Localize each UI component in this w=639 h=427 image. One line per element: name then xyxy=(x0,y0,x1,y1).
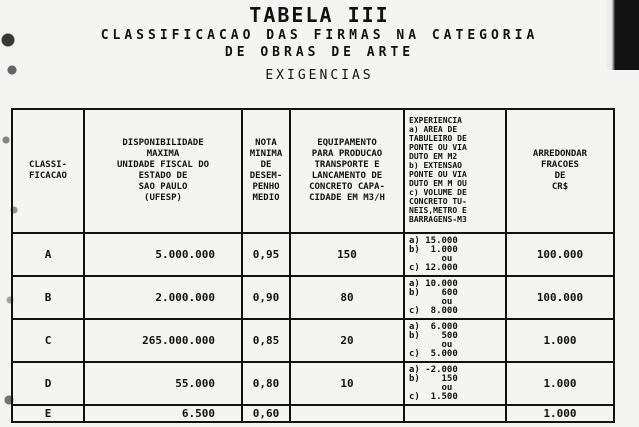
classification-table xyxy=(11,108,615,423)
header-availability: DISPONIBILIDADE MAXIMA UNIDADE FISCAL DO ESTADO DE SAO PAULO (UFESP) xyxy=(84,109,242,233)
table-row xyxy=(12,362,614,405)
cell-rounding: 1.000 xyxy=(506,362,614,405)
table-row xyxy=(12,319,614,362)
subtitle-line-2: DE OBRAS DE ARTE xyxy=(224,45,415,60)
header-equipment: EQUIPAMENTO PARA PRODUCAO TRANSPORTE E LANCAMENTO DE CONCRETO CAPA- CIDADE EM M3/H xyxy=(290,109,404,233)
cell-score: 0,95 xyxy=(242,233,290,276)
cell-score: 0,85 xyxy=(242,319,290,362)
cell-availability: 6.500 xyxy=(84,405,242,422)
cell-availability: 5.000.000 xyxy=(84,233,242,276)
table-row xyxy=(12,276,614,319)
cell-equipment: 10 xyxy=(290,362,404,405)
cell-experience xyxy=(404,405,506,422)
cell-equipment xyxy=(290,405,404,422)
cell-experience: a) 15.000 b) 1.000 ou c) 12.000 xyxy=(404,233,506,276)
table-row xyxy=(12,405,614,422)
cell-equipment: 150 xyxy=(290,233,404,276)
cell-rounding: 1.000 xyxy=(506,405,614,422)
header-min-score: NOTA MINIMA DE DESEM- PENHO MEDIO xyxy=(242,109,290,233)
header-classification: CLASSI- FICACAO xyxy=(12,109,84,233)
cell-score: 0,90 xyxy=(242,276,290,319)
cell-availability: 265.000.000 xyxy=(84,319,242,362)
cell-experience: a) -2.000 b) 150 ou c) 1.500 xyxy=(404,362,506,405)
header-rounding: ARREDONDAR FRACOES DE CR$ xyxy=(506,109,614,233)
table-header-row xyxy=(12,109,614,233)
cell-class: A xyxy=(12,233,84,276)
cell-equipment: 20 xyxy=(290,319,404,362)
cell-class: D xyxy=(12,362,84,405)
cell-rounding: 100.000 xyxy=(506,276,614,319)
cell-rounding: 1.000 xyxy=(506,319,614,362)
cell-equipment: 80 xyxy=(290,276,404,319)
cell-score: 0,60 xyxy=(242,405,290,422)
cell-class: B xyxy=(12,276,84,319)
section-heading: EXIGENCIAS xyxy=(265,68,374,83)
cell-class: E xyxy=(12,405,84,422)
cell-availability: 2.000.000 xyxy=(84,276,242,319)
page-title: TABELA III xyxy=(249,3,390,27)
table-row xyxy=(12,233,614,276)
cell-score: 0,80 xyxy=(242,362,290,405)
cell-class: C xyxy=(12,319,84,362)
subtitle-line-1: CLASSIFICACAO DAS FIRMAS NA CATEGORIA xyxy=(100,28,539,43)
cell-rounding: 100.000 xyxy=(506,233,614,276)
cell-availability: 55.000 xyxy=(84,362,242,405)
header-experience: EXPERIENCIA a) AREA DE TABULEIRO DE PONTE OU VIA DUTO EM M2 b) EXTENSAO PONTE OU VIA DUTO EM M OU c) VOLUME DE CONCRETO TU- NEIS,METRO E BARRAGENS-M3 xyxy=(404,109,506,233)
cell-experience: a) 10.000 b) 600 ou c) 8.000 xyxy=(404,276,506,319)
cell-experience: a) 6.000 b) 500 ou c) 5.000 xyxy=(404,319,506,362)
